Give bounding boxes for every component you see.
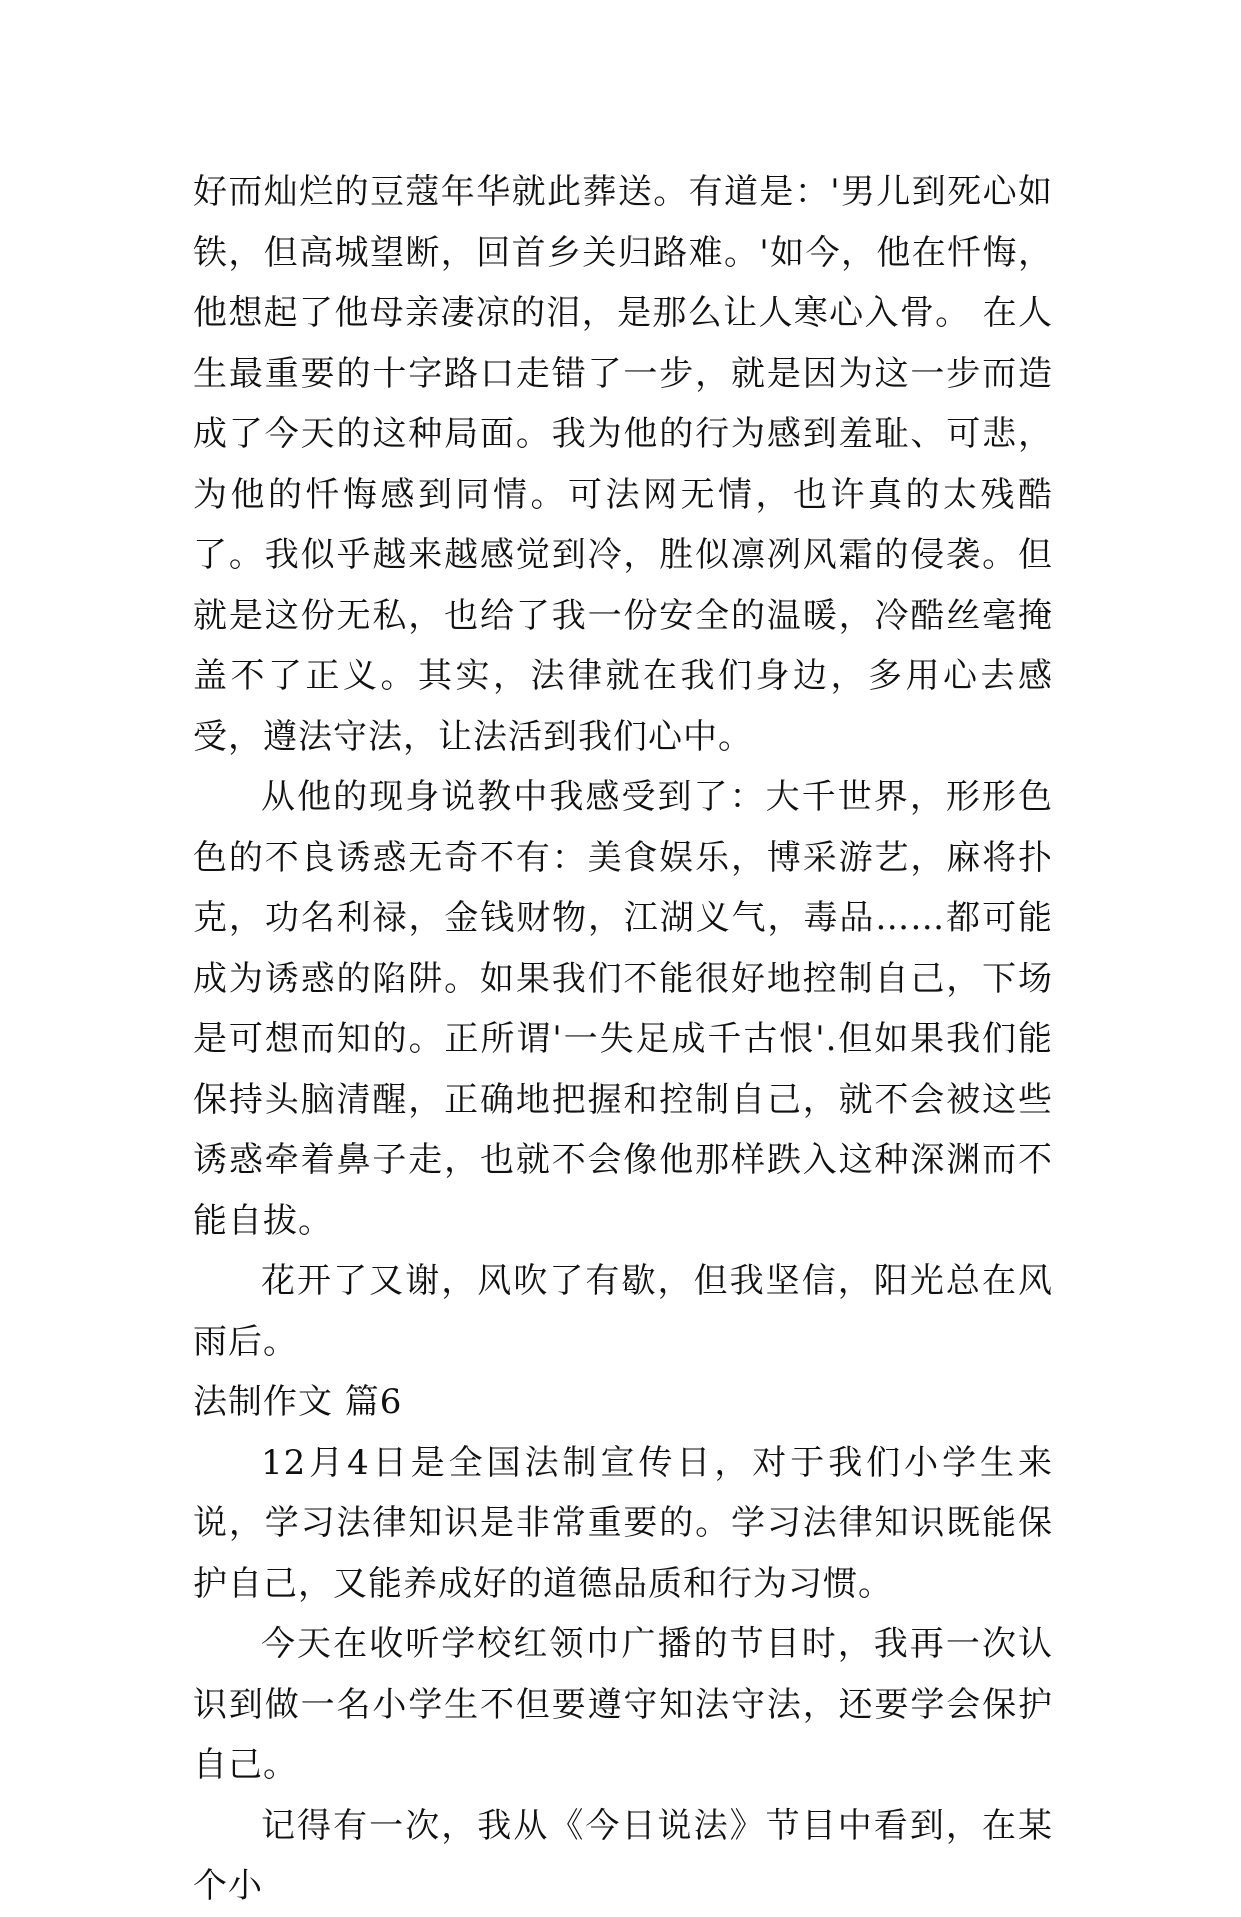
paragraph-legal-day: 12月4日是全国法制宣传日，对于我们小学生来说，学习法律知识是非常重要的。学习法律知识既能保护自己，又能养成好的道德品质和行为习惯。 bbox=[193, 1442, 1053, 1604]
paragraph-temptation: 从他的现身说教中我感受到了：大千世界，形形色色的不良诱惑无奇不有：美食娱乐，博采游艺，麻将扑克，功名利禄，金钱财物，江湖义气，毒品……都可能成为诱惑的陷阱。如果我们不能很好地控制自己，下场是可想而知的。正所谓'一失足成千古恨'.但如果我们能保持头脑清醒，正确地把握和控制自己，就不会被这些诱惑牵着鼻子走，也就不会像他那样跌入这种深渊而不能自拔。 bbox=[193, 777, 1053, 1241]
document-body bbox=[193, 162, 1053, 1917]
section-heading: 法制作文 篇6 bbox=[193, 1382, 403, 1422]
paragraph-closing: 花开了又谢，风吹了有歇，但我坚信，阳光总在风雨后。 bbox=[193, 1261, 1053, 1362]
paragraph-broadcast: 今天在收听学校红领巾广播的节目时，我再一次认识到做一名小学生不但要遵守知法守法，还要学会保护自己。 bbox=[193, 1624, 1053, 1785]
paragraph-tv-program: 记得有一次，我从《今日说法》节目中看到，在某个小 bbox=[193, 1805, 1053, 1906]
paragraph-continuation: 好而灿烂的豆蔻年华就此葬送。有道是：'男儿到死心如铁，但高城望断，回首乡关归路难。'如今，他在忏悔，他想起了他母亲凄凉的泪，是那么让人寒心入骨。 在人生最重要的十字路口走错了一步，就是因为这一步而造成了今天的这种局面。我为他的行为感到羞耻、可悲，为他的忏悔感到同情。可法网无情，也许真的太残酷了。我似乎越来越感觉到冷，胜似凛冽风霜的侵袭。但就是这份无私，也给了我一份安全的温暖，冷酷丝毫掩盖不了正义。其实，法律就在我们身边，多用心去感受，遵法守法，让法活到我们心中。 bbox=[193, 172, 1053, 757]
